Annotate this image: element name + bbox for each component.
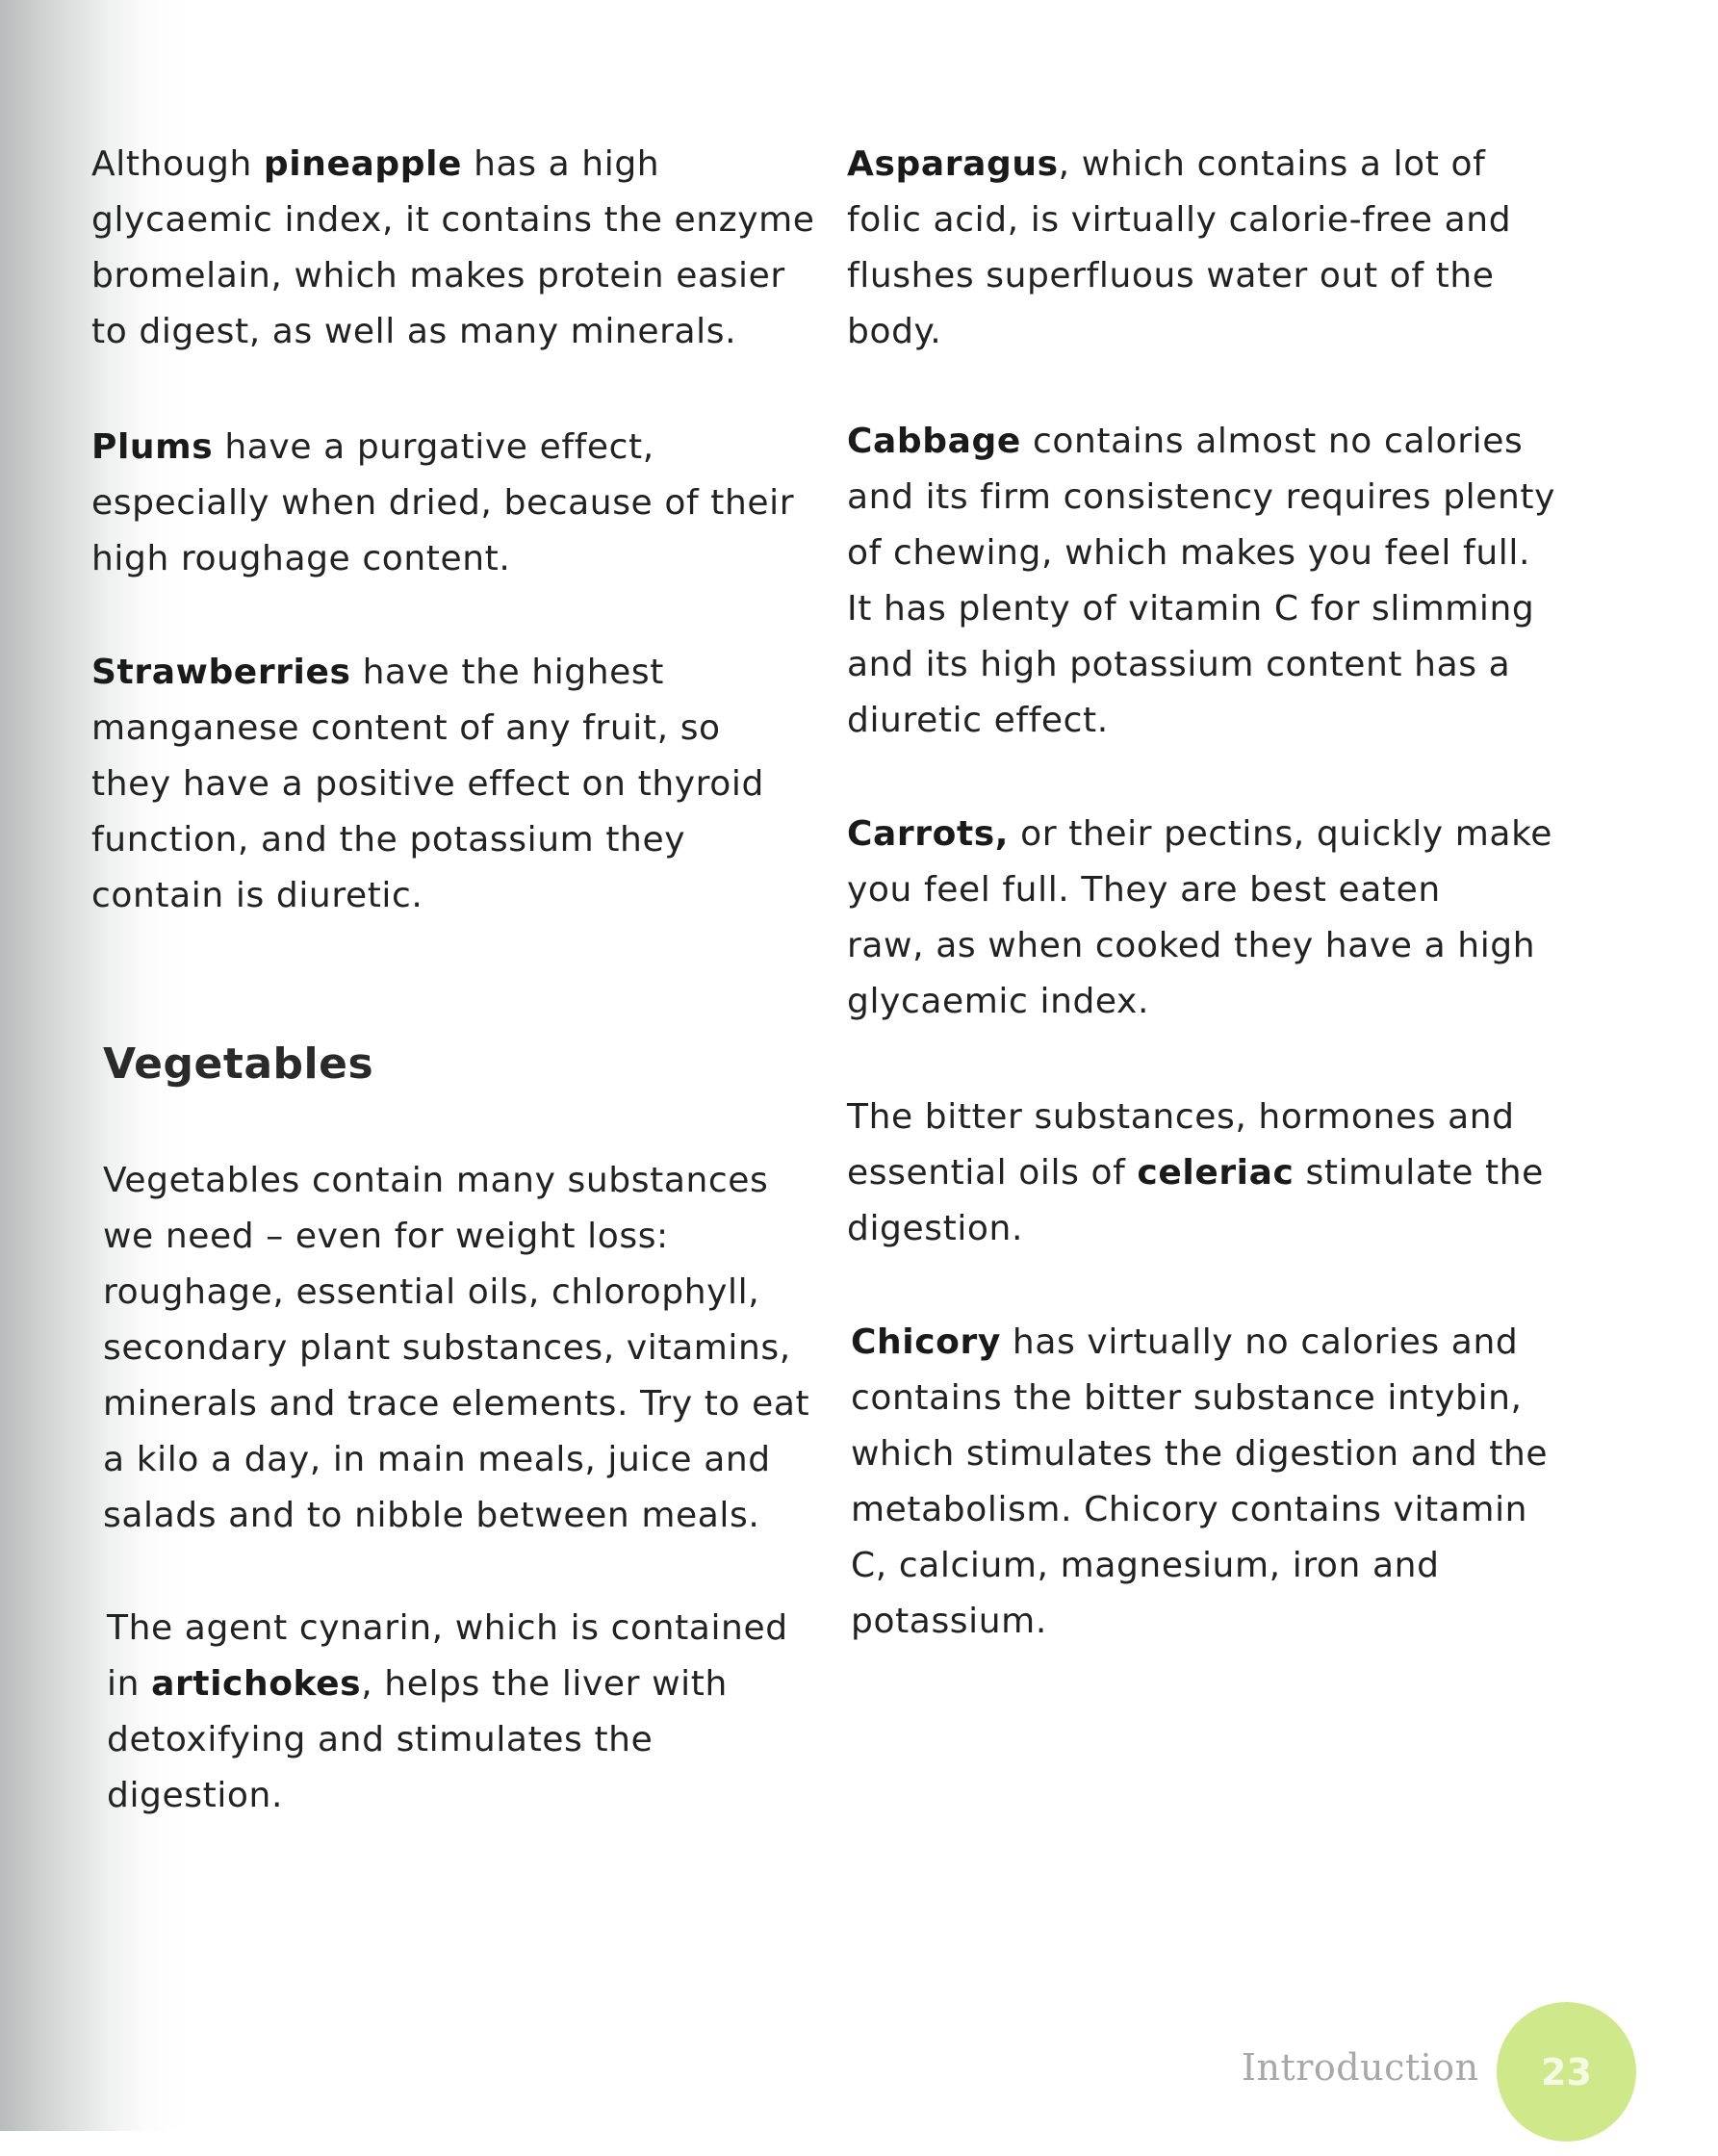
text-line: digestion. bbox=[847, 1209, 1024, 1248]
paragraph-asparagus bbox=[847, 137, 1511, 360]
text-line: you feel full. They are best eaten bbox=[847, 870, 1441, 910]
keyword-chicory: Chicory bbox=[851, 1322, 1001, 1362]
paragraph-carrots bbox=[847, 807, 1552, 1030]
text-line: roughage, essential oils, chlorophyll, bbox=[103, 1272, 760, 1312]
paragraph-strawberries bbox=[91, 645, 764, 924]
keyword-cabbage: Cabbage bbox=[847, 422, 1021, 461]
text-line: Although pineapple has a high bbox=[91, 144, 660, 184]
keyword-carrots: Carrots, bbox=[847, 814, 1010, 854]
text-line: Asparagus, which contains a lot of bbox=[847, 144, 1486, 184]
text-line: function, and the potassium they bbox=[91, 820, 686, 860]
text-line: minerals and trace elements. Try to eat bbox=[103, 1384, 810, 1424]
keyword-artichokes: artichokes bbox=[151, 1664, 362, 1704]
paragraph-cabbage bbox=[847, 414, 1555, 749]
text-line: Strawberries have the highest bbox=[91, 653, 664, 692]
text-line: glycaemic index. bbox=[847, 982, 1150, 1021]
keyword-celeriac: celeriac bbox=[1137, 1153, 1295, 1193]
text-line: of chewing, which makes you feel full. bbox=[847, 533, 1530, 573]
text-line: bromelain, which makes protein easier bbox=[91, 256, 785, 295]
text-line: potassium. bbox=[851, 1602, 1047, 1641]
text-line: to digest, as well as many minerals. bbox=[91, 312, 737, 351]
text-line: and its firm consistency requires plenty bbox=[847, 477, 1556, 517]
text-line: we need – even for weight loss: bbox=[103, 1217, 669, 1256]
text-line: salads and to nibble between meals. bbox=[103, 1496, 760, 1535]
text-line: in artichokes, helps the liver with bbox=[107, 1664, 728, 1704]
page-number: 23 bbox=[1541, 2050, 1592, 2093]
text-line: It has plenty of vitamin C for slimming bbox=[847, 589, 1535, 629]
text-line: folic acid, is virtually calorie-free and bbox=[847, 200, 1512, 240]
paragraph-celeriac bbox=[847, 1090, 1544, 1257]
text-line: metabolism. Chicory contains vitamin bbox=[851, 1490, 1528, 1529]
text-line: The agent cynarin, which is contained bbox=[107, 1608, 788, 1648]
text-line: Chicory has virtually no calories and bbox=[851, 1322, 1519, 1362]
text-line: The bitter substances, hormones and bbox=[847, 1097, 1515, 1137]
paragraph-chicory bbox=[851, 1315, 1548, 1650]
text-line: body. bbox=[847, 312, 942, 351]
text-line: a kilo a day, in main meals, juice and bbox=[103, 1440, 771, 1479]
text-line: digestion. bbox=[107, 1776, 284, 1815]
text-line: secondary plant substances, vitamins, bbox=[103, 1328, 791, 1368]
text-line: C, calcium, magnesium, iron and bbox=[851, 1546, 1440, 1585]
text-line: essential oils of celeriac stimulate the bbox=[847, 1153, 1544, 1193]
paragraph-plums bbox=[91, 420, 794, 587]
text-line: contains the bitter substance intybin, bbox=[851, 1378, 1523, 1418]
paragraph-vegetables-intro bbox=[103, 1153, 809, 1544]
text-line: glycaemic index, it contains the enzyme bbox=[91, 200, 815, 240]
text-line: and its high potassium content has a bbox=[847, 645, 1511, 684]
text-line: Plums have a purgative effect, bbox=[91, 427, 654, 467]
text-line: which stimulates the digestion and the bbox=[851, 1434, 1549, 1474]
text-line: especially when dried, because of their bbox=[91, 483, 795, 523]
keyword-strawberries: Strawberries bbox=[91, 653, 351, 692]
page-footer bbox=[1237, 2002, 1680, 2156]
text-line: diuretic effect. bbox=[847, 701, 1109, 740]
text-line: high roughage content. bbox=[91, 539, 511, 578]
running-footer-section-label: Introduction bbox=[1242, 2046, 1479, 2089]
text-line: they have a positive effect on thyroid bbox=[91, 764, 764, 804]
paragraph-pineapple bbox=[91, 137, 815, 360]
text-line: detoxifying and stimulates the bbox=[107, 1720, 654, 1759]
text-line: Cabbage contains almost no calories bbox=[847, 422, 1524, 461]
keyword-asparagus: Asparagus bbox=[847, 144, 1059, 184]
text-line: raw, as when cooked they have a high bbox=[847, 926, 1536, 965]
paragraph-artichokes bbox=[107, 1601, 788, 1824]
keyword-plums: Plums bbox=[91, 427, 214, 467]
text-line: manganese content of any fruit, so bbox=[91, 708, 721, 748]
text-line: Carrots, or their pectins, quickly make bbox=[847, 814, 1552, 854]
text-line: flushes superfluous water out of the bbox=[847, 256, 1495, 295]
text-line: Vegetables contain many substances bbox=[103, 1161, 769, 1200]
keyword-pineapple: pineapple bbox=[263, 144, 463, 184]
text-line: contain is diuretic. bbox=[91, 876, 423, 915]
page-number-badge bbox=[1497, 2002, 1636, 2142]
section-heading-vegetables: Vegetables bbox=[103, 1040, 374, 1089]
